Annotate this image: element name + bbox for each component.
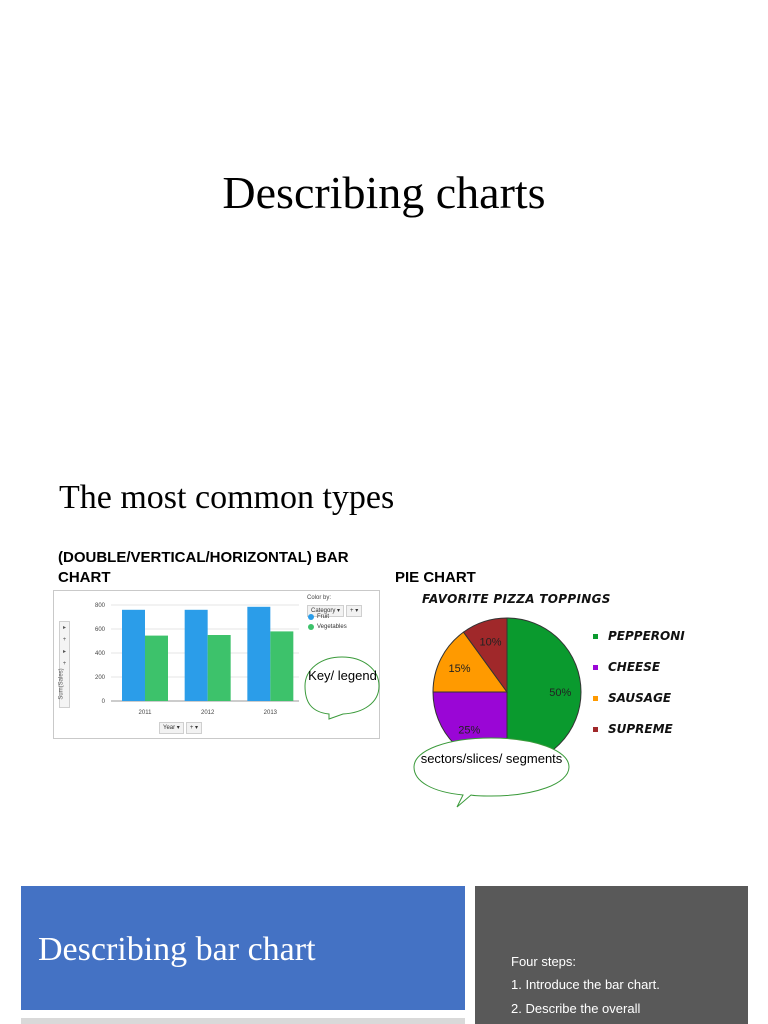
x-tick-label: 2013 xyxy=(263,710,278,716)
legend-item-vegetables xyxy=(308,624,347,630)
types-heading: The most common types xyxy=(59,479,395,516)
bar-vegetables-2012 xyxy=(208,635,231,701)
bar-vegetables-2013 xyxy=(270,631,293,701)
y-tick-label: 400 xyxy=(94,651,105,657)
key-legend-text: Key/ legend xyxy=(308,668,377,683)
step-1: 1. Introduce the bar chart. xyxy=(511,977,660,992)
add-x-button[interactable]: + ▾ xyxy=(186,722,202,734)
legend-swatch xyxy=(593,696,598,701)
bar-fruit-2013 xyxy=(247,607,270,701)
legend-swatch xyxy=(593,634,598,639)
pie-legend-item-pepperoni xyxy=(593,629,685,643)
y-tick-label: 600 xyxy=(94,627,105,633)
legend-label: PEPPERONI xyxy=(608,629,685,643)
slice-label: 15% xyxy=(448,662,471,675)
x-tick-label: 2011 xyxy=(138,710,152,716)
x-axis-select[interactable] xyxy=(159,722,184,734)
legend-label: Fruit xyxy=(317,614,329,620)
legend-label: SAUSAGE xyxy=(608,691,672,705)
chevron-right-icon[interactable]: ▸ xyxy=(62,625,66,631)
y-axis-label: Sum(Sales) xyxy=(58,668,65,700)
slide-title: Describing charts xyxy=(222,167,546,218)
sectors-callout xyxy=(413,737,570,809)
x-tick-label: 2012 xyxy=(200,710,215,716)
step-2: 2. Describe the overall xyxy=(511,1001,641,1016)
callout-bubble xyxy=(413,737,570,809)
pie-chart-heading: PIE CHART xyxy=(395,569,476,586)
steps-title: Four steps: xyxy=(511,954,577,969)
x-axis-value: Year xyxy=(163,725,176,731)
pie-legend-item-supreme xyxy=(593,722,673,736)
x-axis-controls xyxy=(159,722,202,734)
bar-vegetables-2011 xyxy=(145,636,168,701)
divider xyxy=(21,1018,465,1024)
legend-item-fruit xyxy=(308,614,329,620)
bar-fruit-2012 xyxy=(185,610,208,701)
y-tick-label: 0 xyxy=(101,699,105,705)
color-by-label: Color by: xyxy=(307,595,332,601)
y-tick-label: 200 xyxy=(94,675,105,681)
steps-panel xyxy=(475,886,748,1024)
plus-icon[interactable]: + xyxy=(62,661,67,667)
legend-swatch xyxy=(593,727,598,732)
pie-legend-item-cheese xyxy=(593,660,660,674)
add-color-button[interactable]: + ▾ xyxy=(346,605,362,617)
sectors-text: sectors/slices/ segments xyxy=(420,751,563,766)
legend-dot xyxy=(308,624,314,630)
legend-label: Vegetables xyxy=(317,624,347,630)
color-by-value: Category xyxy=(311,608,336,614)
bar-chart-heading: (DOUBLE/VERTICAL/HORIZONTAL) BAR CHART xyxy=(58,549,349,586)
title-panel xyxy=(21,886,465,1010)
bar-chart-slide-title: Describing bar chart xyxy=(38,931,316,968)
slice-label: 25% xyxy=(458,724,481,737)
legend-swatch xyxy=(593,665,598,670)
plus-icon[interactable]: + xyxy=(62,637,67,643)
pie-chart-title: FAVORITE PIZZA TOPPINGS xyxy=(422,592,611,606)
chevron-down-icon: ▾ xyxy=(337,608,341,614)
key-legend-callout xyxy=(305,657,380,719)
legend-label: SUPREME xyxy=(608,722,673,736)
y-tick-label: 800 xyxy=(94,603,105,609)
pie-legend-item-sausage xyxy=(593,691,671,705)
legend-dot xyxy=(308,614,314,620)
chevron-down-icon: ▾ xyxy=(176,725,180,731)
legend-label: CHEESE xyxy=(608,660,661,674)
bar-fruit-2011 xyxy=(122,610,145,701)
chevron-right-icon[interactable]: ▸ xyxy=(62,649,66,655)
slice-label: 10% xyxy=(479,636,502,649)
slice-label: 50% xyxy=(549,687,572,699)
